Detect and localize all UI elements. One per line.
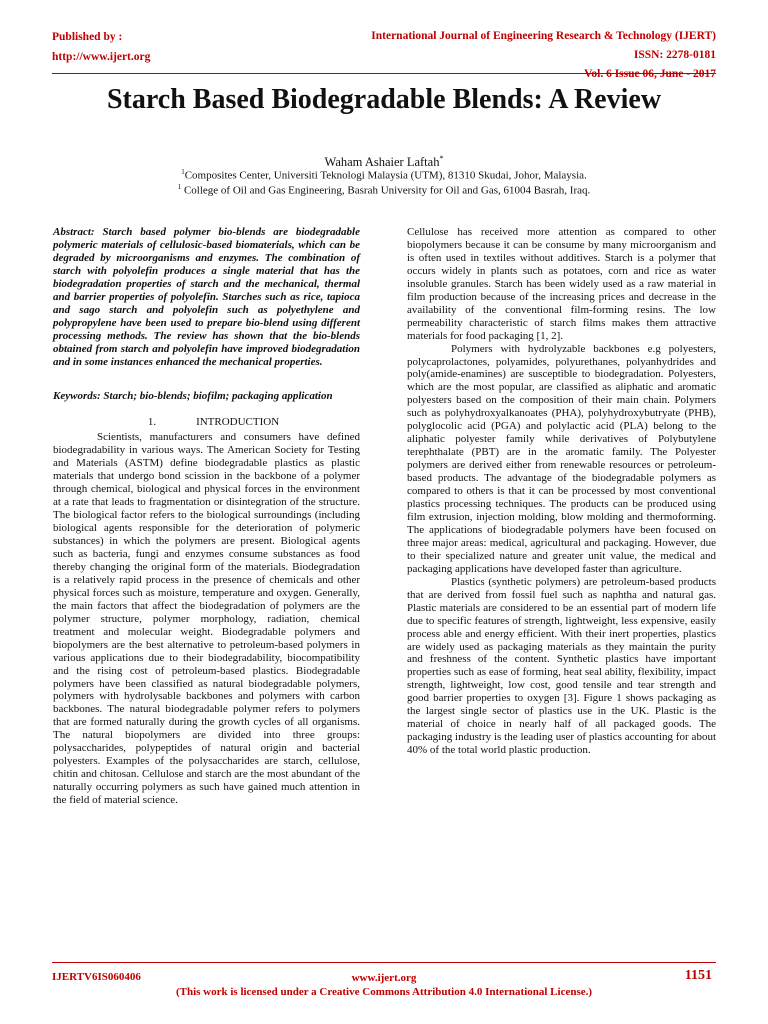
paragraph-2: Polymers with hydrolyzable backbones e.g polyesters, polycaprolactones, polyamides, polyurethanes, polyanhydrides and poly(amide-enamines) are susceptible to biodegradation. Polyesters, which are the most popular, are classified as aliphatic and aromatic polyesters based on the composition of their main chain. Polymers such as polyhydroxyalkanoates (PHA), polyhydroxybutryate (PHB), polyglocolic acid (PGA) and polylactic acid (PLA) belong to the aliphatic polyester family while derivatives of Polybutylene terephthalate (PBT) are in the aromatic family. The Polyester polymers are derived either from renewable resources or petroleum-based products. The advantage of the biodegradable polymers as compared to others is that it can be processed by most conventional plastics processing techniques. The products can be produced using film extrusion, injection molding, blow molding and thermoforming. The applications of biodegradable polymers have been focused on three major areas: medical, agricultural and packaging. However, due to their specialized nature and greater unit value, the medical and packaging applications have developed faster than agriculture. [407,342,716,575]
section-heading [53,416,360,429]
author-name: Waham Ashaier Laftah [324,155,440,170]
paper-code: IJERTV6IS060406 [52,971,141,983]
section-title: INTRODUCTION [196,416,280,429]
affiliation-2 [0,183,768,197]
footer-divider [52,962,716,963]
left-column [53,226,360,807]
affiliation-1 [0,168,768,182]
journal-name: International Journal of Engineering Research & Technology (IJERT) [371,30,716,42]
license-note: (This work is licensed under a Creative Commons Attribution 4.0 International License.) [175,986,593,998]
affiliation-text: Composites Center, Universiti Teknologi Malaysia (UTM), 81310 Skudai, Johor, Malaysia. [184,169,587,182]
paper-title: Starch Based Biodegradable Blends: A Review [106,84,662,115]
abstract-label: Abstract [53,226,91,238]
affiliation-text: College of Oil and Gas Engineering, Basrah University for Oil and Gas, 61004 Basrah, Iraq. [181,184,591,197]
keywords: Keywords: Starch; bio-blends; biofilm; packaging application [53,390,333,403]
header-left [52,27,150,67]
abstract [53,226,360,368]
header-right [371,27,716,84]
footer-center [0,971,768,999]
header-divider [52,73,716,74]
author-mark: * [439,154,444,163]
right-column [407,226,716,757]
footer-url-link[interactable]: www.ijert.org [351,972,417,984]
paragraph-3: Plastics (synthetic polymers) are petroleum-based products that are derived from fossil fuel such as naphtha and natural gas. Plastic materials are considered to be an essential part of modern life due to specific features of strength, lightweight, less expensive, easily process able and energy efficient. With their inert properties, plastics are widely used as packaging materials as they maintain the purity and freshness of the content. Synthetic plastics have important properties such as ease of forming, heat seal ability, flexibility, impact strength, lightweight, low cost, good tensile and tear strength and good barrier properties to oxygen [3]. Figure 1 shows packaging as the largest single sector of plastics use in the UK. Plastic is the material of choice in nearly half of all packaged goods. The packaging industry is the leading user of plastics accounting for about 40% of the total world plastic production. [407,575,716,757]
abstract-text: : Starch based polymer bio-blends are biodegradable polymeric materials of cellulosic-based biomaterials, which can be degraded by microorganisms and enzymes. The combination of starch with polyolefin produces a single material that has the biodegradation properties of starch and the mechanical, thermal and barrier properties of polyolefin. Starches such as rice, tapioca and sago starch and polyolefin such as polyethylene and polypropylene have been used to prepare bio-blend using different processing methods. The review has shown that the bio-blends obtained from starch and polyolefin have improved biodegradation and in some instances enhanced the mechanical properties. [53,226,360,368]
intro-paragraph: Scientists, manufacturers and consumers have defined biodegradability in various ways. The American Society for Testing and Materials (ASTM) define biodegradable plastics as plastic materials that undergo bond scission in the backbone of a polymer through chemical, biological and physical forces in the environment at a rate that leads to fragmentation or disintegration of the structure. The biological factor refers to the biological surroundings (including biological agents responsible for the deterioration of polymeric substances) in which the polymers are present. Biological agents such as bacteria, fungi and enzymes consume substances as food thereby changing the original form of the materials. Biodegradation is a relatively rapid process in the presence of chemicals and other physical forces such as moisture, temperature and oxygen. Generally, the main factors that affect the biodegradation of polymers are the polymer structure, polymer morphology, radiation, chemical treatment and molecular weight. Biodegradable polymers and biopolymers are the best alternative to petroleum-based polymers in various applications due to their biodegradability, biocompatibility and the rising cost of petroleum-based plastics. Biodegradable polymers have been classified as natural biodegradable polymers, polymers with hydrolysable backbones and polymers with carbon backbones. The natural biodegradable polymer refers to polymers that are formed naturally during the growth cycles of all organisms. The natural biopolymers are divided into three groups: polysaccharides, polypeptides of natural origin and bacterial polyesters. Examples of the polysaccharides are starch, cellulose, chitin and chitosan. Cellulose and starch are the most abundant of the naturally occurring polymers as such have gained much attention in the field of material science. [53,431,360,807]
volume-issue: Vol. 6 Issue 06, June - 2017 [584,68,716,80]
affiliation-mark: 1 [181,168,185,176]
journal-url-link[interactable]: http://www.ijert.org [52,51,151,63]
section-number: 1. [147,416,157,429]
issn: ISSN: 2278-0181 [633,49,716,61]
paragraph-1: Cellulose has received more attention as compared to other biopolymers because it can be consume by many microorganism and is often used in textiles without additives. Starch is a polymer that occurs widely in plants such as potatoes, corn and rice as water insoluble granules. Starch has been widely used as a raw material in film production because of the increasing prices and decrease in the availability of the conventional film-forming resins. The low permeability characteristic of starch films makes them attractive materials for food packaging [1, 2]. [407,226,716,342]
affiliation-mark: 1 [177,183,182,191]
page-number: 1151 [684,968,712,983]
published-by: Published by : [52,31,123,43]
